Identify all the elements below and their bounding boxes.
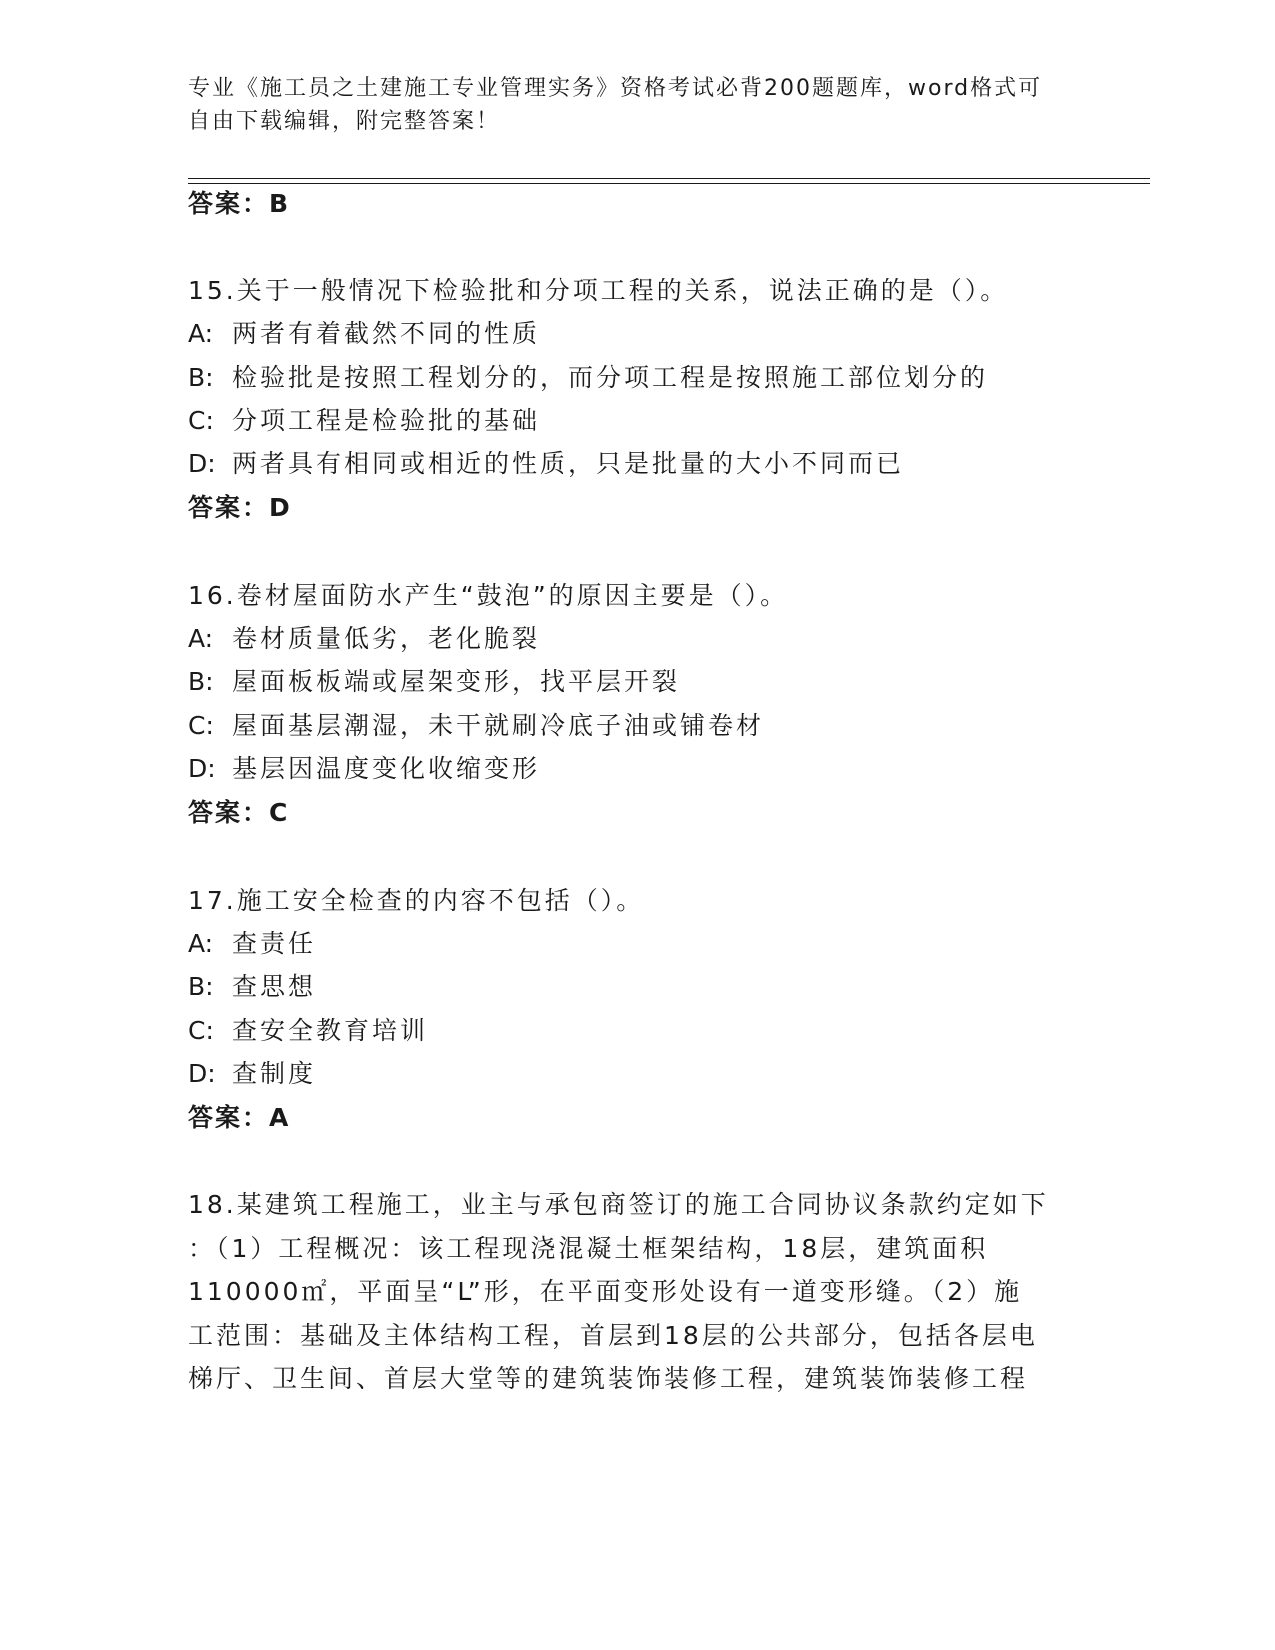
- option-letter: C:: [188, 711, 214, 740]
- option-letter: B:: [188, 972, 214, 1001]
- document-header: [188, 72, 1068, 138]
- option-text: 两者有着截然不同的性质: [232, 319, 541, 348]
- option-text: 屋面板板端或屋架变形，找平层开裂: [232, 667, 681, 696]
- option-text: 查思想: [232, 972, 317, 1001]
- option-letter: D:: [188, 754, 216, 783]
- answer-line: 答案：B: [188, 189, 291, 218]
- option-letter: C:: [188, 406, 214, 435]
- option-letter: A:: [188, 319, 214, 348]
- question-18-line: 工范围：基础及主体结构工程，首层到18层的公共部分，包括各层电: [188, 1321, 1038, 1350]
- option-text: 分项工程是检验批的基础: [232, 406, 541, 435]
- option-letter: A:: [188, 624, 214, 653]
- answer-line: 答案：A: [188, 1103, 291, 1132]
- option-d: [188, 1056, 316, 1092]
- option-a: [188, 926, 316, 962]
- option-text: 查制度: [232, 1059, 317, 1088]
- header-rule-top: [188, 178, 1150, 179]
- answer-line: 答案：C: [188, 798, 290, 827]
- option-c: [188, 403, 540, 439]
- question-stem: 17.施工安全检查的内容不包括（）。: [188, 886, 645, 915]
- header-line-1: 专业《施工员之土建施工专业管理实务》资格考试必背200题题库，word格式可: [188, 76, 1043, 101]
- option-d: [188, 446, 904, 482]
- question-stem: 15.关于一般情况下检验批和分项工程的关系，说法正确的是（）。: [188, 276, 1009, 305]
- option-letter: A:: [188, 929, 214, 958]
- option-b: [188, 360, 988, 396]
- question-18-line: 梯厅、卫生间、首层大堂等的建筑装饰装修工程，建筑装饰装修工程: [188, 1364, 1029, 1393]
- option-a: [188, 316, 540, 352]
- option-d: [188, 751, 540, 787]
- option-text: 检验批是按照工程划分的，而分项工程是按照施工部位划分的: [232, 363, 989, 392]
- option-a: [188, 621, 540, 657]
- option-c: [188, 1013, 428, 1049]
- option-text: 屋面基层潮湿，未干就刷冷底子油或铺卷材: [232, 711, 765, 740]
- option-text: 查责任: [232, 929, 317, 958]
- option-letter: B:: [188, 363, 214, 392]
- answer-line: 答案：D: [188, 493, 292, 522]
- option-letter: B:: [188, 667, 214, 696]
- option-text: 卷材质量低劣，老化脆裂: [232, 624, 541, 653]
- option-c: [188, 708, 764, 744]
- header-rule-bottom: [188, 183, 1150, 184]
- option-b: [188, 969, 316, 1005]
- option-b: [188, 664, 680, 700]
- option-text: 基层因温度变化收缩变形: [232, 754, 541, 783]
- option-letter: D:: [188, 1059, 216, 1088]
- option-letter: C:: [188, 1016, 214, 1045]
- option-letter: D:: [188, 449, 216, 478]
- option-text: 查安全教育培训: [232, 1016, 429, 1045]
- header-line-2: 自由下载编辑，附完整答案！: [188, 109, 501, 134]
- question-18-line: 110000㎡，平面呈“L”形，在平面变形处设有一道变形缝。（2）施: [188, 1277, 1023, 1306]
- question-18-line: 18.某建筑工程施工，业主与承包商签订的施工合同协议条款约定如下: [188, 1190, 1049, 1219]
- option-text: 两者具有相同或相近的性质，只是批量的大小不同而已: [232, 449, 905, 478]
- question-stem: 16.卷材屋面防水产生“鼓泡”的原因主要是（）。: [188, 581, 789, 610]
- question-18-line: ：（1）工程概况：该工程现浇混凝土框架结构，18层，建筑面积: [188, 1234, 989, 1263]
